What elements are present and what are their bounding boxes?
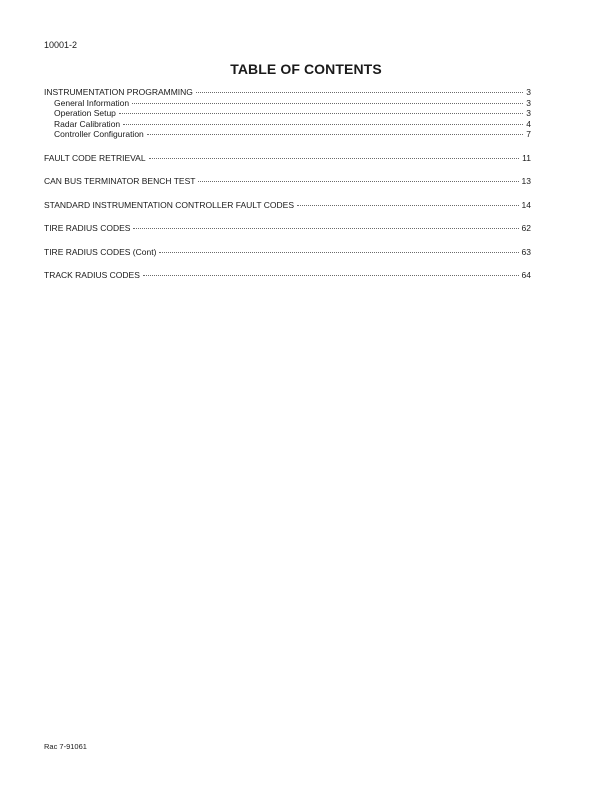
toc-subentry[interactable] [44, 119, 531, 130]
dot-leader [119, 113, 523, 114]
document-number: 10001-2 [44, 40, 78, 50]
toc-entry[interactable] [44, 87, 531, 98]
toc-section [44, 87, 531, 140]
toc-page-number: 14 [521, 199, 531, 210]
toc-section [44, 153, 531, 164]
toc-section [44, 223, 531, 234]
toc-entry-label: General Information [54, 97, 130, 108]
toc-section [44, 176, 531, 187]
table-of-contents [44, 87, 531, 294]
dot-leader [143, 275, 519, 276]
dot-leader [159, 252, 518, 253]
toc-entry[interactable] [44, 223, 531, 234]
toc-section [44, 200, 531, 211]
toc-entry-label: Operation Setup [54, 108, 116, 118]
toc-entry-label: Controller Configuration [54, 129, 144, 139]
toc-entry[interactable] [44, 153, 531, 164]
toc-section [44, 270, 531, 281]
toc-page-number: 13 [521, 176, 531, 186]
dot-leader [132, 103, 523, 104]
dot-leader [198, 181, 518, 182]
toc-page-number: 3 [526, 97, 531, 108]
toc-section [44, 247, 531, 258]
toc-entry-label: CAN BUS TERMINATOR BENCH TEST [44, 176, 196, 186]
toc-entry-label: STANDARD INSTRUMENTATION CONTROLLER FAULT CODES [44, 199, 294, 210]
page-title: TABLE OF CONTENTS [230, 61, 382, 77]
toc-page-number: 3 [526, 108, 531, 118]
toc-page-number: 3 [526, 87, 531, 97]
toc-entry-label: INSTRUMENTATION PROGRAMMING [44, 87, 193, 97]
toc-entry-label: TIRE RADIUS CODES [44, 223, 131, 233]
toc-subentry[interactable] [44, 98, 531, 109]
toc-page-number: 64 [521, 270, 531, 280]
toc-page-number: 7 [526, 129, 531, 139]
toc-entry-label: Radar Calibration [54, 118, 121, 129]
dot-leader [147, 134, 523, 135]
toc-entry[interactable] [44, 200, 531, 211]
dot-leader [297, 205, 519, 206]
toc-entry-label: TIRE RADIUS CODES (Cont) [44, 246, 157, 257]
footer-document-code: Rac 7-91061 [44, 742, 87, 751]
toc-subentry[interactable] [44, 108, 531, 119]
dot-leader [149, 158, 520, 159]
dot-leader [123, 124, 523, 125]
toc-entry[interactable] [44, 176, 531, 187]
toc-page-number: 63 [521, 246, 531, 257]
toc-entry-label: FAULT CODE RETRIEVAL [44, 152, 146, 163]
toc-page-number: 11 [522, 152, 531, 163]
toc-entry[interactable] [44, 270, 531, 281]
toc-entry[interactable] [44, 247, 531, 258]
dot-leader [133, 228, 518, 229]
toc-page-number: 62 [521, 223, 531, 233]
toc-page-number: 4 [526, 118, 531, 129]
dot-leader [196, 92, 523, 93]
toc-entry-label: TRACK RADIUS CODES [44, 270, 140, 280]
toc-subentry[interactable] [44, 129, 531, 140]
